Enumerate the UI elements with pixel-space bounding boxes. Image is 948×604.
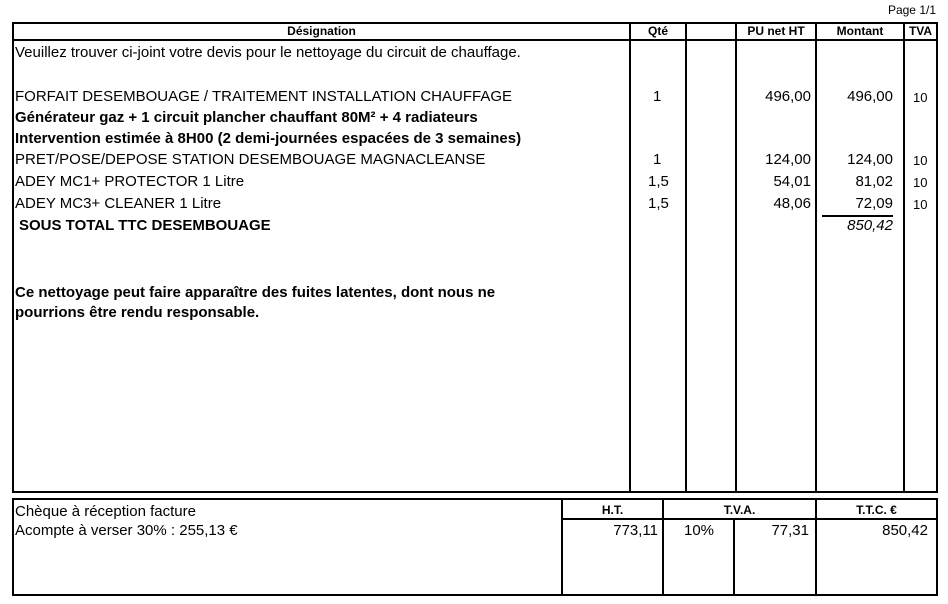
line-qte: 1 <box>653 151 662 168</box>
header-tva: TVA <box>908 24 933 38</box>
line-tva: 10 <box>913 175 928 190</box>
line-label: PRET/POSE/DEPOSE STATION DESEMBOUAGE MAGNACLEANSE <box>15 151 486 168</box>
intro-text: Veuillez trouver ci-joint votre devis pour le nettoyage du circuit de chauffage. <box>15 44 521 61</box>
ht-header: H.T. <box>601 503 624 517</box>
ttc-header: T.T.C. € <box>856 503 897 517</box>
notice-line: Ce nettoyage peut faire apparaître des fuites latentes, dont nous ne <box>15 284 496 301</box>
detail-line: Intervention estimée à 8H00 (2 demi-journées espacées de 3 semaines) <box>15 130 522 147</box>
header-pu: PU net HT <box>747 24 805 38</box>
line-qte: 1,5 <box>648 173 669 190</box>
line-pu: 48,06 <box>773 195 811 212</box>
line-pu: 496,00 <box>765 88 811 105</box>
line-montant: 496,00 <box>847 88 893 105</box>
total-ttc: 850,42 <box>882 522 928 539</box>
line-qte: 1,5 <box>648 195 669 212</box>
line-label: FORFAIT DESEMBOUAGE / TRAITEMENT INSTALLATION CHAUFFAGE <box>15 88 513 105</box>
line-label: ADEY MC1+ PROTECTOR 1 Litre <box>15 173 245 190</box>
line-pu: 124,00 <box>765 151 811 168</box>
line-montant: 72,09 <box>855 195 893 212</box>
line-tva: 10 <box>913 153 928 168</box>
header-montant: Montant <box>836 24 884 38</box>
line-montant: 81,02 <box>855 173 893 190</box>
line-qte: 1 <box>653 88 662 105</box>
tva-rate: 10% <box>684 522 715 539</box>
header-qte: Qté <box>647 24 668 38</box>
detail-line: Générateur gaz + 1 circuit plancher chauffant 80M² + 4 radiateurs <box>15 109 478 126</box>
payment-terms: Chèque à réception facture <box>15 503 196 520</box>
line-tva: 10 <box>913 197 928 212</box>
page-number: Page 1/1 <box>887 3 936 17</box>
line-pu: 54,01 <box>773 173 811 190</box>
line-label: ADEY MC3+ CLEANER 1 Litre <box>15 195 222 212</box>
line-montant: 124,00 <box>847 151 893 168</box>
total-tva: 77,31 <box>771 522 809 539</box>
notice-line: pourrions être rendu responsable. <box>15 304 260 321</box>
subtotal-label: SOUS TOTAL TTC DESEMBOUAGE <box>19 217 271 234</box>
tva-header: T.V.A. <box>723 503 756 517</box>
total-ht: 773,11 <box>613 522 658 539</box>
subtotal-value: 850,42 <box>847 217 893 234</box>
header-designation: Désignation <box>287 24 356 38</box>
line-tva: 10 <box>913 90 928 105</box>
deposit-text: Acompte à verser 30% : 255,13 € <box>15 522 238 539</box>
